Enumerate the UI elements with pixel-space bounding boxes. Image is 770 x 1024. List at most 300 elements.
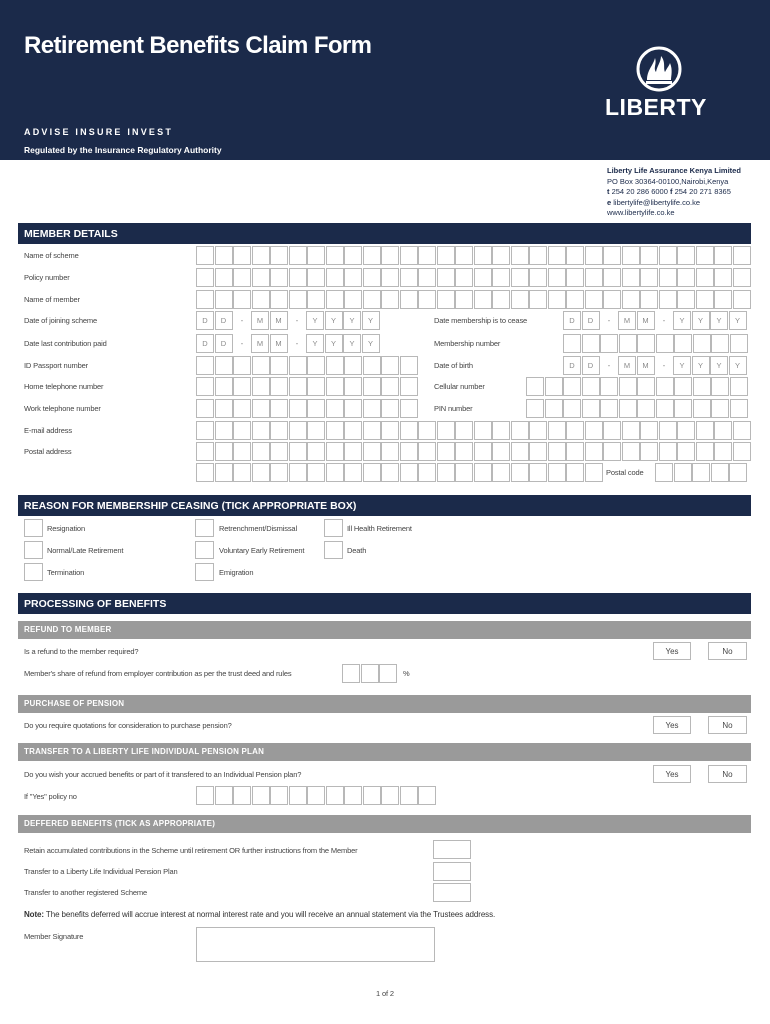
char-box[interactable] (289, 421, 307, 440)
char-box[interactable] (233, 290, 251, 309)
char-box[interactable] (326, 442, 344, 461)
char-box[interactable] (730, 399, 748, 418)
char-box[interactable] (582, 399, 600, 418)
char-box[interactable] (344, 399, 362, 418)
char-box[interactable] (619, 377, 637, 396)
char-box[interactable] (674, 399, 692, 418)
char-box[interactable] (196, 356, 214, 375)
char-box[interactable] (196, 463, 214, 482)
date-char-box[interactable]: Y (710, 311, 728, 330)
char-box[interactable] (529, 246, 547, 265)
char-box[interactable] (381, 463, 399, 482)
char-box[interactable] (196, 246, 214, 265)
char-box[interactable] (233, 442, 251, 461)
char-box[interactable] (400, 463, 418, 482)
char-box[interactable] (566, 421, 584, 440)
char-box[interactable] (418, 421, 436, 440)
date-char-box[interactable]: Y (343, 334, 361, 353)
char-box[interactable] (603, 246, 621, 265)
date-char-box[interactable]: M (637, 311, 655, 330)
date-of-joining-field[interactable] (196, 311, 380, 330)
char-box[interactable] (545, 399, 563, 418)
char-box[interactable] (455, 442, 473, 461)
char-box[interactable] (637, 377, 655, 396)
char-box[interactable] (492, 268, 510, 287)
char-box[interactable] (326, 268, 344, 287)
char-box[interactable] (215, 786, 233, 805)
date-char-box[interactable]: D (215, 334, 233, 353)
char-box[interactable] (711, 399, 729, 418)
char-box[interactable] (252, 399, 270, 418)
char-box[interactable] (400, 377, 418, 396)
date-char-box[interactable]: D (196, 334, 214, 353)
membership-number-field[interactable] (563, 334, 748, 353)
deferred-option-1-checkbox[interactable] (433, 840, 471, 859)
voluntary-early-checkbox[interactable] (195, 541, 214, 559)
char-box[interactable] (233, 356, 251, 375)
char-box[interactable] (677, 442, 695, 461)
char-box[interactable] (381, 786, 399, 805)
date-char-box[interactable]: D (196, 311, 214, 330)
date-char-box[interactable]: M (251, 334, 269, 353)
char-box[interactable] (233, 399, 251, 418)
char-box[interactable] (196, 786, 214, 805)
char-box[interactable] (344, 377, 362, 396)
char-box[interactable] (196, 442, 214, 461)
retrenchment-checkbox[interactable] (195, 519, 214, 537)
char-box[interactable] (659, 442, 677, 461)
char-box[interactable] (733, 268, 751, 287)
char-box[interactable] (363, 463, 381, 482)
transfer-no-button[interactable]: No (708, 765, 747, 783)
char-box[interactable] (326, 399, 344, 418)
char-box[interactable] (307, 268, 325, 287)
char-box[interactable] (215, 246, 233, 265)
char-box[interactable] (693, 399, 711, 418)
char-box[interactable] (307, 442, 325, 461)
date-char-box[interactable]: Y (325, 334, 343, 353)
postal-code-field[interactable] (655, 463, 748, 482)
home-telephone-field[interactable] (196, 377, 418, 396)
date-char-box[interactable]: Y (343, 311, 361, 330)
policy-number-field[interactable] (196, 268, 751, 287)
char-box[interactable] (326, 421, 344, 440)
char-box[interactable] (270, 442, 288, 461)
char-box[interactable] (714, 246, 732, 265)
char-box[interactable] (342, 664, 360, 683)
char-box[interactable] (196, 268, 214, 287)
char-box[interactable] (326, 463, 344, 482)
char-box[interactable] (566, 268, 584, 287)
id-passport-field[interactable] (196, 356, 418, 375)
pension-no-button[interactable]: No (708, 716, 747, 734)
char-box[interactable] (474, 442, 492, 461)
char-box[interactable] (418, 463, 436, 482)
char-box[interactable] (585, 463, 603, 482)
char-box[interactable] (400, 442, 418, 461)
name-of-scheme-field[interactable] (196, 246, 751, 265)
char-box[interactable] (622, 290, 640, 309)
char-box[interactable] (418, 290, 436, 309)
char-box[interactable] (492, 246, 510, 265)
char-box[interactable] (326, 786, 344, 805)
char-box[interactable] (270, 421, 288, 440)
char-box[interactable] (400, 786, 418, 805)
char-box[interactable] (585, 268, 603, 287)
char-box[interactable] (252, 377, 270, 396)
char-box[interactable] (655, 463, 673, 482)
char-box[interactable] (563, 399, 581, 418)
char-box[interactable] (344, 268, 362, 287)
char-box[interactable] (526, 399, 544, 418)
char-box[interactable] (563, 377, 581, 396)
date-char-box[interactable]: M (618, 356, 636, 375)
char-box[interactable] (511, 246, 529, 265)
char-box[interactable] (548, 421, 566, 440)
char-box[interactable] (511, 268, 529, 287)
date-membership-cease-field[interactable] (563, 311, 747, 330)
resignation-checkbox[interactable] (24, 519, 43, 537)
refund-no-button[interactable]: No (708, 642, 747, 660)
date-char-box[interactable]: Y (692, 311, 710, 330)
emigration-checkbox[interactable] (195, 563, 214, 581)
char-box[interactable] (674, 334, 692, 353)
char-box[interactable] (563, 334, 581, 353)
char-box[interactable] (548, 268, 566, 287)
char-box[interactable] (548, 463, 566, 482)
date-char-box[interactable]: Y (673, 311, 691, 330)
char-box[interactable] (437, 246, 455, 265)
char-box[interactable] (492, 421, 510, 440)
char-box[interactable] (400, 421, 418, 440)
char-box[interactable] (437, 463, 455, 482)
char-box[interactable] (566, 463, 584, 482)
char-box[interactable] (252, 268, 270, 287)
char-box[interactable] (196, 399, 214, 418)
char-box[interactable] (696, 246, 714, 265)
char-box[interactable] (307, 786, 325, 805)
char-box[interactable] (714, 268, 732, 287)
date-char-box[interactable]: D (563, 356, 581, 375)
char-box[interactable] (529, 442, 547, 461)
char-box[interactable] (215, 377, 233, 396)
char-box[interactable] (361, 664, 379, 683)
date-char-box[interactable]: Y (692, 356, 710, 375)
char-box[interactable] (640, 290, 658, 309)
char-box[interactable] (692, 463, 710, 482)
char-box[interactable] (252, 786, 270, 805)
char-box[interactable] (548, 290, 566, 309)
pension-yes-button[interactable]: Yes (653, 716, 691, 734)
char-box[interactable] (677, 246, 695, 265)
char-box[interactable] (233, 377, 251, 396)
char-box[interactable] (289, 442, 307, 461)
char-box[interactable] (714, 442, 732, 461)
char-box[interactable] (455, 246, 473, 265)
name-of-member-field[interactable] (196, 290, 751, 309)
char-box[interactable] (659, 246, 677, 265)
char-box[interactable] (233, 463, 251, 482)
char-box[interactable] (696, 290, 714, 309)
char-box[interactable] (529, 463, 547, 482)
char-box[interactable] (307, 421, 325, 440)
char-box[interactable] (622, 268, 640, 287)
char-box[interactable] (711, 463, 729, 482)
char-box[interactable] (344, 421, 362, 440)
postal-address-field-line-2[interactable] (196, 463, 603, 482)
char-box[interactable] (252, 356, 270, 375)
char-box[interactable] (381, 356, 399, 375)
date-char-box[interactable]: D (215, 311, 233, 330)
date-char-box[interactable]: Y (673, 356, 691, 375)
date-char-box[interactable]: M (270, 334, 288, 353)
char-box[interactable] (529, 421, 547, 440)
char-box[interactable] (622, 442, 640, 461)
char-box[interactable] (585, 290, 603, 309)
char-box[interactable] (344, 356, 362, 375)
char-box[interactable] (381, 399, 399, 418)
char-box[interactable] (474, 290, 492, 309)
char-box[interactable] (418, 786, 436, 805)
char-box[interactable] (582, 377, 600, 396)
char-box[interactable] (659, 421, 677, 440)
char-box[interactable] (693, 334, 711, 353)
char-box[interactable] (730, 334, 748, 353)
char-box[interactable] (215, 442, 233, 461)
char-box[interactable] (603, 442, 621, 461)
char-box[interactable] (381, 377, 399, 396)
ill-health-checkbox[interactable] (324, 519, 343, 537)
char-box[interactable] (474, 268, 492, 287)
char-box[interactable] (656, 334, 674, 353)
char-box[interactable] (585, 442, 603, 461)
char-box[interactable] (326, 377, 344, 396)
char-box[interactable] (693, 377, 711, 396)
char-box[interactable] (400, 246, 418, 265)
char-box[interactable] (619, 399, 637, 418)
char-box[interactable] (622, 246, 640, 265)
char-box[interactable] (363, 290, 381, 309)
char-box[interactable] (640, 421, 658, 440)
char-box[interactable] (363, 786, 381, 805)
char-box[interactable] (711, 334, 729, 353)
char-box[interactable] (733, 246, 751, 265)
char-box[interactable] (289, 268, 307, 287)
char-box[interactable] (233, 786, 251, 805)
char-box[interactable] (400, 399, 418, 418)
char-box[interactable] (270, 399, 288, 418)
char-box[interactable] (418, 442, 436, 461)
char-box[interactable] (270, 786, 288, 805)
char-box[interactable] (215, 399, 233, 418)
date-char-box[interactable]: M (637, 356, 655, 375)
char-box[interactable] (659, 290, 677, 309)
char-box[interactable] (270, 290, 288, 309)
char-box[interactable] (511, 442, 529, 461)
char-box[interactable] (640, 442, 658, 461)
char-box[interactable] (270, 463, 288, 482)
date-char-box[interactable]: M (251, 311, 269, 330)
char-box[interactable] (733, 290, 751, 309)
date-char-box[interactable]: M (618, 311, 636, 330)
char-box[interactable] (289, 786, 307, 805)
char-box[interactable] (511, 463, 529, 482)
char-box[interactable] (215, 268, 233, 287)
char-box[interactable] (307, 246, 325, 265)
char-box[interactable] (270, 268, 288, 287)
char-box[interactable] (659, 268, 677, 287)
char-box[interactable] (363, 421, 381, 440)
char-box[interactable] (733, 442, 751, 461)
email-address-field[interactable] (196, 421, 751, 440)
char-box[interactable] (307, 399, 325, 418)
char-box[interactable] (418, 246, 436, 265)
char-box[interactable] (603, 268, 621, 287)
char-box[interactable] (252, 290, 270, 309)
char-box[interactable] (714, 421, 732, 440)
char-box[interactable] (344, 463, 362, 482)
date-char-box[interactable]: D (582, 311, 600, 330)
char-box[interactable] (603, 290, 621, 309)
char-box[interactable] (511, 290, 529, 309)
char-box[interactable] (381, 421, 399, 440)
char-box[interactable] (585, 246, 603, 265)
char-box[interactable] (511, 421, 529, 440)
char-box[interactable] (674, 377, 692, 396)
char-box[interactable] (326, 290, 344, 309)
char-box[interactable] (677, 268, 695, 287)
char-box[interactable] (196, 377, 214, 396)
char-box[interactable] (714, 290, 732, 309)
member-signature-field[interactable] (196, 927, 435, 962)
date-char-box[interactable]: Y (306, 311, 324, 330)
char-box[interactable] (289, 246, 307, 265)
date-of-birth-field[interactable] (563, 356, 747, 375)
char-box[interactable] (196, 421, 214, 440)
date-char-box[interactable]: Y (710, 356, 728, 375)
char-box[interactable] (711, 377, 729, 396)
char-box[interactable] (270, 246, 288, 265)
char-box[interactable] (455, 421, 473, 440)
char-box[interactable] (363, 377, 381, 396)
char-box[interactable] (548, 442, 566, 461)
char-box[interactable] (381, 442, 399, 461)
char-box[interactable] (529, 290, 547, 309)
char-box[interactable] (363, 356, 381, 375)
char-box[interactable] (619, 334, 637, 353)
char-box[interactable] (640, 246, 658, 265)
char-box[interactable] (270, 377, 288, 396)
char-box[interactable] (582, 334, 600, 353)
char-box[interactable] (474, 246, 492, 265)
date-char-box[interactable]: D (563, 311, 581, 330)
char-box[interactable] (252, 463, 270, 482)
char-box[interactable] (600, 377, 618, 396)
char-box[interactable] (381, 290, 399, 309)
char-box[interactable] (474, 421, 492, 440)
char-box[interactable] (363, 399, 381, 418)
char-box[interactable] (363, 246, 381, 265)
char-box[interactable] (344, 786, 362, 805)
char-box[interactable] (674, 463, 692, 482)
char-box[interactable] (252, 442, 270, 461)
transfer-yes-button[interactable]: Yes (653, 765, 691, 783)
char-box[interactable] (526, 377, 544, 396)
char-box[interactable] (307, 463, 325, 482)
char-box[interactable] (344, 246, 362, 265)
char-box[interactable] (696, 442, 714, 461)
char-box[interactable] (215, 290, 233, 309)
char-box[interactable] (566, 442, 584, 461)
char-box[interactable] (379, 664, 397, 683)
char-box[interactable] (233, 421, 251, 440)
char-box[interactable] (307, 377, 325, 396)
work-telephone-field[interactable] (196, 399, 418, 418)
char-box[interactable] (344, 442, 362, 461)
char-box[interactable] (233, 268, 251, 287)
char-box[interactable] (400, 356, 418, 375)
date-last-contribution-field[interactable] (196, 334, 380, 353)
cellular-number-field[interactable] (526, 377, 748, 396)
char-box[interactable] (326, 356, 344, 375)
deferred-option-3-checkbox[interactable] (433, 883, 471, 902)
char-box[interactable] (289, 463, 307, 482)
char-box[interactable] (363, 268, 381, 287)
date-char-box[interactable]: M (270, 311, 288, 330)
policy-no-field[interactable] (196, 786, 437, 805)
char-box[interactable] (289, 290, 307, 309)
char-box[interactable] (289, 356, 307, 375)
date-char-box[interactable]: D (582, 356, 600, 375)
char-box[interactable] (437, 442, 455, 461)
postal-address-field[interactable] (196, 442, 751, 461)
char-box[interactable] (622, 421, 640, 440)
char-box[interactable] (270, 356, 288, 375)
normal-late-checkbox[interactable] (24, 541, 43, 559)
char-box[interactable] (215, 356, 233, 375)
death-checkbox[interactable] (324, 541, 343, 559)
char-box[interactable] (603, 421, 621, 440)
char-box[interactable] (381, 246, 399, 265)
deferred-option-2-checkbox[interactable] (433, 862, 471, 881)
char-box[interactable] (455, 290, 473, 309)
char-box[interactable] (400, 268, 418, 287)
char-box[interactable] (307, 290, 325, 309)
char-box[interactable] (637, 334, 655, 353)
char-box[interactable] (585, 421, 603, 440)
char-box[interactable] (566, 290, 584, 309)
char-box[interactable] (437, 268, 455, 287)
char-box[interactable] (637, 399, 655, 418)
date-char-box[interactable]: Y (325, 311, 343, 330)
char-box[interactable] (656, 377, 674, 396)
char-box[interactable] (233, 246, 251, 265)
char-box[interactable] (492, 442, 510, 461)
char-box[interactable] (474, 463, 492, 482)
char-box[interactable] (640, 268, 658, 287)
char-box[interactable] (529, 268, 547, 287)
char-box[interactable] (215, 463, 233, 482)
char-box[interactable] (418, 268, 436, 287)
char-box[interactable] (437, 421, 455, 440)
date-char-box[interactable]: Y (729, 311, 747, 330)
char-box[interactable] (677, 290, 695, 309)
char-box[interactable] (289, 377, 307, 396)
date-char-box[interactable]: Y (362, 334, 380, 353)
share-percent-field[interactable] (342, 664, 398, 683)
char-box[interactable] (381, 268, 399, 287)
char-box[interactable] (437, 290, 455, 309)
